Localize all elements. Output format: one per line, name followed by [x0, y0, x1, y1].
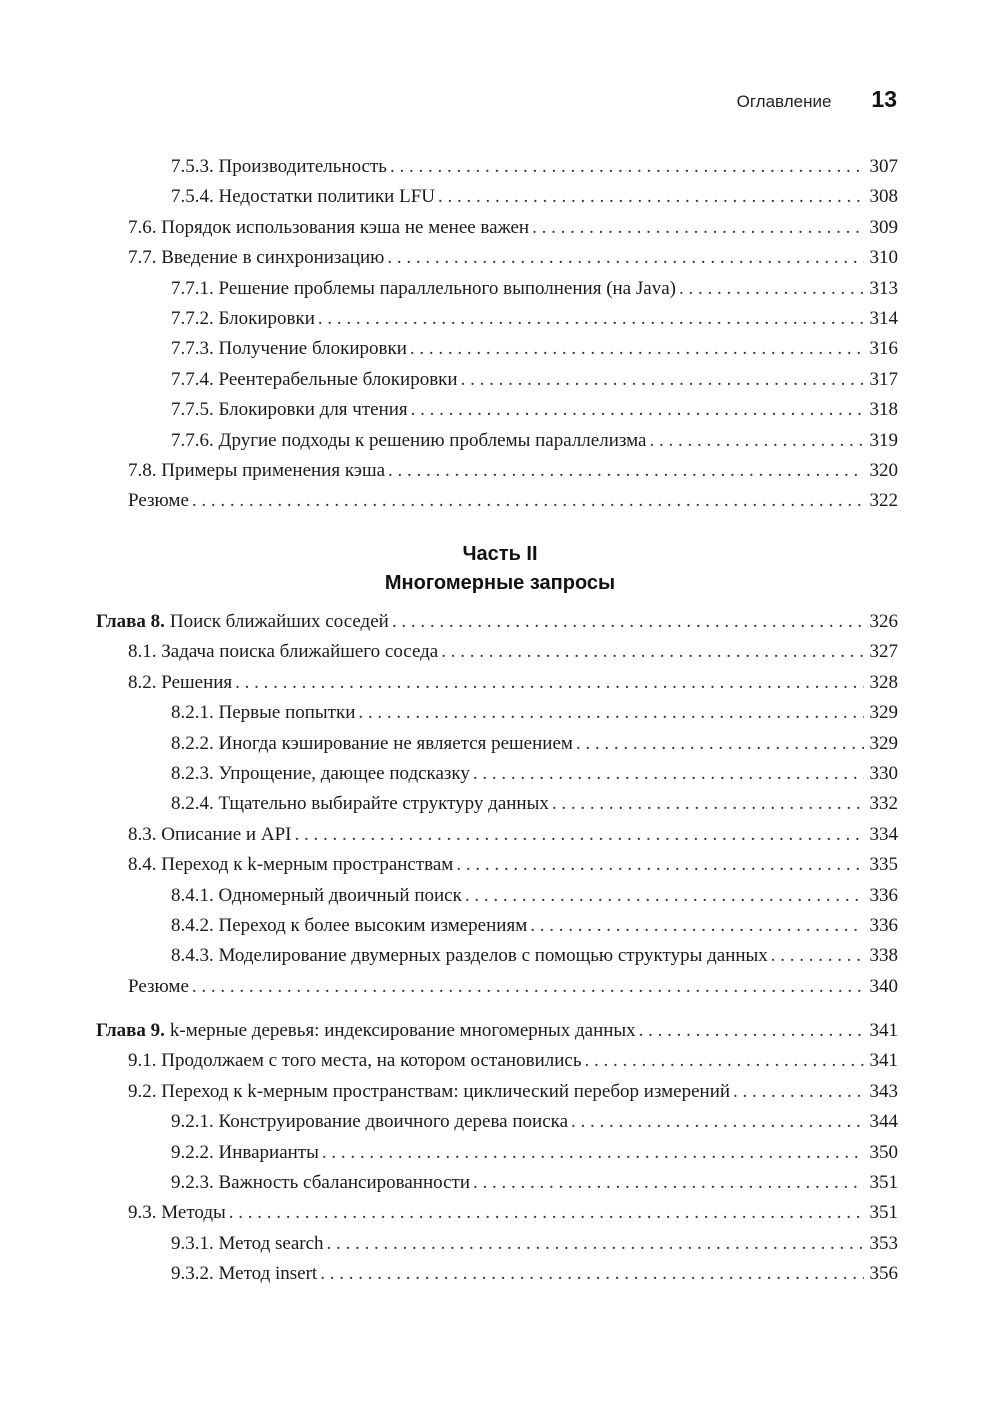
toc-entry[interactable]	[96, 395, 898, 425]
toc-section-chapter-7-continued	[96, 152, 898, 517]
dot-leader	[465, 881, 864, 911]
dot-leader	[320, 1259, 863, 1289]
toc-entry-title: 7.7. Введение в синхронизацию	[128, 247, 385, 269]
toc-entry-title: 7.7.6. Другие подходы к решению проблемы параллелизма	[171, 429, 647, 451]
dot-leader	[438, 182, 864, 212]
toc-section-chapter-8	[96, 607, 898, 1002]
toc-entry[interactable]	[96, 334, 898, 364]
toc-entry-page: 317	[869, 368, 898, 390]
toc-entry[interactable]	[96, 941, 898, 971]
toc-entry-page: 320	[869, 459, 898, 481]
toc-entry-title: 9.1. Продолжаем с того места, на котором остановились	[128, 1050, 582, 1072]
toc-entry-page: 336	[869, 914, 898, 936]
toc-entry[interactable]	[96, 789, 898, 819]
toc-entry-title: 9.3. Методы	[128, 1202, 226, 1224]
toc-entry-title: 9.3.2. Метод insert	[171, 1263, 318, 1285]
toc-entry-title: 7.5.3. Производительность	[171, 156, 387, 177]
dot-leader	[473, 759, 864, 789]
toc-entry-title: 8.4.3. Моделирование двумерных разделов с помощью структуры данных	[171, 945, 768, 967]
toc-entry[interactable]	[96, 1077, 898, 1107]
toc-entry-page: 338	[869, 945, 898, 967]
toc-entry-page: 326	[869, 611, 898, 632]
toc-entry-page: 344	[869, 1111, 898, 1133]
dot-leader	[410, 334, 864, 364]
dot-leader	[294, 820, 863, 850]
toc-entry-title: 8.2.2. Иногда кэширование не является решением	[171, 732, 573, 754]
toc-entry-page: 318	[869, 399, 898, 421]
dot-leader	[390, 152, 864, 182]
toc-entry-title: 8.1. Задача поиска ближайшего соседа	[128, 641, 439, 663]
toc-entry-title	[96, 607, 389, 637]
toc-entry-title: 8.2.1. Первые попытки	[171, 702, 356, 724]
toc-entry[interactable]	[96, 820, 898, 850]
part-heading	[0, 540, 1000, 598]
toc-entry-title	[96, 1016, 636, 1046]
toc-entry[interactable]	[96, 1259, 898, 1289]
toc-entry[interactable]	[96, 1168, 898, 1198]
dot-leader	[473, 1168, 863, 1198]
toc-entry-title: 9.2. Переход к k-мерным пространствам: циклический перебор измерений	[128, 1080, 731, 1102]
toc-entry-page: 309	[869, 216, 898, 238]
chapter-title: Поиск ближайших соседей	[169, 611, 389, 632]
toc-entry[interactable]	[96, 486, 898, 516]
toc-entry[interactable]	[96, 243, 898, 273]
page-number: 13	[871, 86, 897, 112]
toc-entry-title: 9.3.1. Метод search	[171, 1232, 324, 1254]
toc-entry[interactable]	[96, 759, 898, 789]
toc-entry[interactable]	[96, 1229, 898, 1259]
toc-entry-page: 314	[869, 307, 898, 329]
toc-entry[interactable]	[96, 881, 898, 911]
toc-entry-title: 8.4.1. Одномерный двоичный поиск	[171, 884, 462, 906]
toc-entry-page: 341	[869, 1020, 898, 1041]
toc-entry-page: 332	[869, 793, 898, 815]
toc-entry[interactable]	[96, 850, 898, 880]
toc-entry-page: 322	[869, 490, 898, 512]
toc-entry-page: 329	[869, 702, 898, 724]
dot-leader	[679, 274, 864, 304]
toc-entry-title: 7.7.4. Реентерабельные блокировки	[171, 368, 458, 390]
toc-entry-title: 7.7.3. Получение блокировки	[171, 338, 407, 360]
toc-entry[interactable]	[96, 213, 898, 243]
toc-entry[interactable]	[96, 972, 898, 1002]
toc-entry-page: 313	[869, 277, 898, 299]
toc-entry-page: 336	[869, 884, 898, 906]
toc-entry-title: 8.4.2. Переход к более высоким измерениям	[171, 914, 528, 936]
toc-entry[interactable]	[96, 729, 898, 759]
dot-leader	[585, 1046, 864, 1076]
toc-chapter-entry[interactable]	[96, 607, 898, 637]
toc-entry-page: 334	[869, 823, 898, 845]
toc-entry-title: 7.7.1. Решение проблемы параллельного выполнения (на Java)	[171, 277, 676, 299]
toc-entry[interactable]	[96, 426, 898, 456]
toc-entry-title: 7.7.5. Блокировки для чтения	[171, 399, 408, 421]
toc-entry[interactable]	[96, 456, 898, 486]
toc-entry-title: 7.6. Порядок использования кэша не менее важен	[128, 216, 530, 238]
part-title: Многомерные запросы	[384, 572, 616, 594]
toc-entry[interactable]	[96, 1138, 898, 1168]
toc-entry-page: 353	[869, 1232, 898, 1254]
part-number: Часть II	[462, 543, 538, 565]
dot-leader	[576, 729, 864, 759]
toc-chapter-entry[interactable]	[96, 1016, 898, 1046]
dot-leader	[388, 456, 863, 486]
toc-entry-title: Резюме	[128, 975, 189, 997]
running-header	[737, 86, 897, 113]
toc-entry-title: 8.4. Переход к k-мерным пространствам	[128, 854, 454, 876]
toc-entry-page: 327	[869, 641, 898, 663]
dot-leader	[235, 668, 863, 698]
toc-entry-title: 9.2.3. Важность сбалансированности	[171, 1171, 471, 1193]
toc-entry-page: 335	[869, 854, 898, 876]
toc-entry[interactable]	[96, 152, 898, 182]
dot-leader	[392, 607, 864, 637]
dot-leader	[649, 426, 863, 456]
toc-entry-page: 330	[869, 762, 898, 784]
chapter-title: k-мерные деревья: индексирование многомерных данных	[169, 1020, 636, 1041]
dot-leader	[639, 1016, 864, 1046]
toc-entry[interactable]	[96, 274, 898, 304]
dot-leader	[327, 1229, 864, 1259]
toc-entry-page: 351	[869, 1171, 898, 1193]
toc-entry[interactable]	[96, 637, 898, 667]
dot-leader	[530, 911, 863, 941]
dot-leader	[771, 941, 864, 971]
chapter-label: Глава 9.	[96, 1020, 165, 1041]
toc-entry-title: 7.7.2. Блокировки	[171, 307, 315, 329]
toc-entry-title: 8.3. Описание и API	[128, 823, 292, 845]
toc-entry-title: 9.2.1. Конструирование двоичного дерева поиска	[171, 1111, 569, 1133]
toc-entry[interactable]	[96, 911, 898, 941]
toc-entry[interactable]	[96, 1198, 898, 1228]
chapter-label: Глава 8.	[96, 611, 165, 632]
toc-entry[interactable]	[96, 1046, 898, 1076]
dot-leader	[358, 698, 863, 728]
running-header-title: Оглавление	[736, 92, 832, 111]
toc-entry-title: 7.5.4. Недостатки политики LFU	[171, 186, 435, 208]
toc-entry-title: Резюме	[128, 490, 189, 512]
dot-leader	[411, 395, 864, 425]
toc-entry-page: 308	[869, 186, 898, 208]
toc-section-chapter-9	[96, 1016, 898, 1290]
toc-entry-title: 7.8. Примеры применения кэша	[128, 459, 386, 481]
toc-entry-page: 340	[869, 975, 898, 997]
dot-leader	[318, 304, 864, 334]
dot-leader	[456, 850, 863, 880]
dot-leader	[532, 213, 863, 243]
toc-entry[interactable]	[96, 698, 898, 728]
dot-leader	[387, 243, 863, 273]
toc-entry-page: 350	[869, 1141, 898, 1163]
toc-entry-title: 8.2. Решения	[128, 671, 233, 693]
toc-entry-page: 356	[869, 1263, 898, 1285]
dot-leader	[192, 972, 864, 1002]
toc-entry-title: 8.2.3. Упрощение, дающее подсказку	[171, 762, 470, 784]
toc-entry-page: 343	[869, 1080, 898, 1102]
toc-entry-page: 329	[869, 732, 898, 754]
toc-entry-page: 341	[869, 1050, 898, 1072]
dot-leader	[192, 486, 864, 516]
toc-entry-title: 9.2.2. Инварианты	[171, 1141, 319, 1163]
toc-entry[interactable]	[96, 1107, 898, 1137]
dot-leader	[229, 1198, 864, 1228]
toc-entry-page: 310	[869, 247, 898, 269]
toc-entry[interactable]	[96, 668, 898, 698]
dot-leader	[322, 1138, 864, 1168]
toc-entry-title: 8.2.4. Тщательно выбирайте структуру данных	[171, 793, 549, 815]
toc-entry-page: 328	[869, 671, 898, 693]
toc-entry-page: 319	[869, 429, 898, 451]
toc-entry-page: 351	[869, 1202, 898, 1224]
dot-leader	[552, 789, 864, 819]
toc-entry[interactable]	[96, 182, 898, 212]
dot-leader	[461, 365, 864, 395]
dot-leader	[441, 637, 863, 667]
toc-entry[interactable]	[96, 365, 898, 395]
dot-leader	[571, 1107, 863, 1137]
toc-entry-page: 307	[869, 156, 898, 177]
toc-entry[interactable]	[96, 304, 898, 334]
toc-entry-page: 316	[869, 338, 898, 360]
dot-leader	[733, 1077, 863, 1107]
